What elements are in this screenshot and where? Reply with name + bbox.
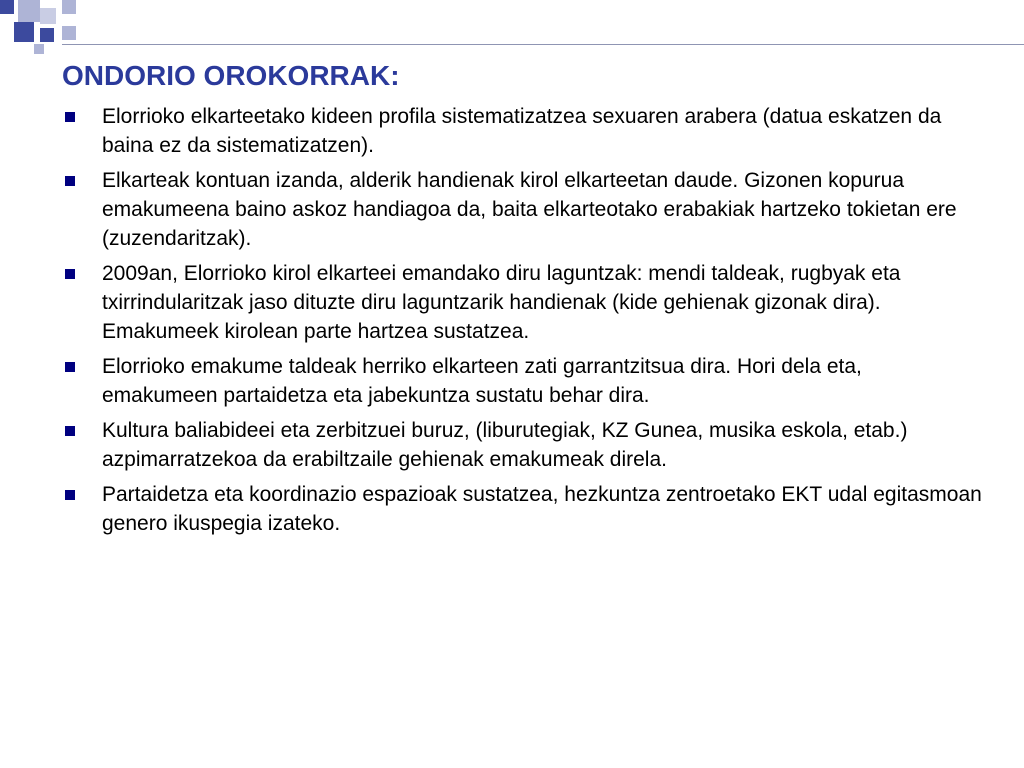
header-rule: [62, 44, 1024, 45]
list-item-text: 2009an, Elorrioko kirol elkarteei emandako diru laguntzak: mendi taldeak, rugbyak eta txirrindularitzak jaso dituzte diru laguntzarik handienak (kide gehienak gizonak dira). Emakumeek kirolean parte hartzea sustatzea.: [102, 262, 901, 343]
decoration-square: [18, 0, 40, 22]
list-item-text: Partaidetza eta koordinazio espazioak sustatzea, hezkuntza zentroetako EKT udal egitasmoan genero ikuspegia izateko.: [102, 483, 982, 535]
decoration-square: [0, 0, 14, 14]
list-item-text: Elkarteak kontuan izanda, alderik handienak kirol elkarteetan daude. Gizonen kopurua emakumeena baino askoz handiagoa da, baita elkarteotako erabakiak hartzeko tokietan ere (zuzendaritzak).: [102, 169, 957, 250]
bullet-list: [62, 102, 982, 544]
list-item-text: Kultura baliabideei eta zerbitzuei buruz, (liburutegiak, KZ Gunea, musika eskola, etab.) azpimarratzekoa da erabiltzaile gehienak emakumeak direla.: [102, 419, 908, 471]
list-item: [62, 166, 982, 253]
square-bullet-icon: [65, 269, 75, 279]
decoration-square: [14, 22, 34, 42]
decoration-square: [62, 0, 76, 14]
decoration-square: [40, 28, 54, 42]
square-bullet-icon: [65, 426, 75, 436]
list-item: [62, 102, 982, 160]
square-bullet-icon: [65, 112, 75, 122]
decoration-square: [34, 44, 44, 54]
decoration-square: [62, 26, 76, 40]
list-item: [62, 259, 982, 346]
square-bullet-icon: [65, 490, 75, 500]
list-item: [62, 480, 982, 538]
square-bullet-icon: [65, 176, 75, 186]
square-bullet-icon: [65, 362, 75, 372]
slide-title: ONDORIO OROKORRAK:: [62, 60, 400, 91]
list-item: [62, 352, 982, 410]
decoration-square: [40, 8, 56, 24]
list-item-text: Elorrioko elkarteetako kideen profila sistematizatzea sexuaren arabera (datua eskatzen da baina ez da sistematizatzen).: [102, 105, 942, 157]
list-item-text: Elorrioko emakume taldeak herriko elkarteen zati garrantzitsua dira. Hori dela eta, emakumeen partaidetza eta jabekuntza sustatu behar dira.: [102, 355, 862, 407]
list-item: [62, 416, 982, 474]
